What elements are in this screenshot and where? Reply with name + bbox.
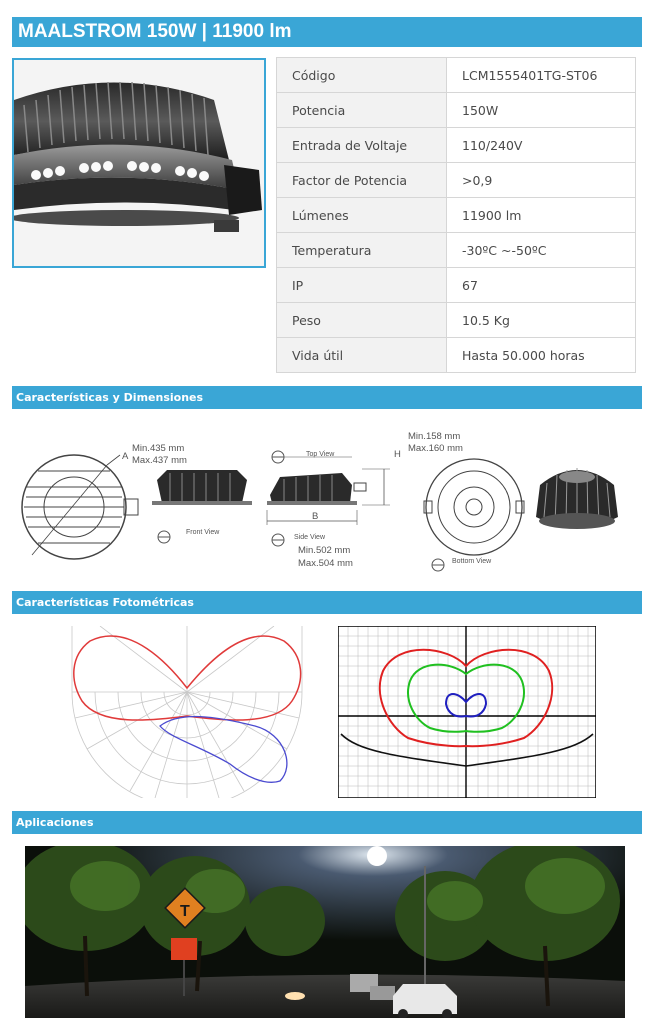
road-sign-letter: T bbox=[180, 903, 190, 920]
length-min: Min.502 mm bbox=[298, 545, 351, 556]
spec-label: Vida útil bbox=[277, 338, 447, 373]
table-row bbox=[277, 163, 636, 198]
dim-label-a: A bbox=[122, 451, 129, 462]
spec-value: 11900 lm bbox=[447, 198, 636, 233]
bottom-view-drawing bbox=[424, 459, 524, 571]
spec-value: 150W bbox=[447, 93, 636, 128]
spec-label: Factor de Potencia bbox=[277, 163, 447, 198]
height-max: Max.160 mm bbox=[408, 443, 463, 454]
side-view-drawing bbox=[267, 451, 390, 546]
dim-label-h: H bbox=[394, 449, 401, 460]
page-title: MAALSTROM 150W | 11900 lm bbox=[12, 17, 642, 47]
side-view-label: Side View bbox=[294, 534, 326, 541]
dim-label-b: B bbox=[312, 511, 319, 522]
spec-label: Entrada de Voltaje bbox=[277, 128, 447, 163]
table-row bbox=[277, 303, 636, 338]
diameter-min: Min.435 mm bbox=[132, 443, 185, 454]
spec-label: Lúmenes bbox=[277, 198, 447, 233]
table-row bbox=[277, 93, 636, 128]
spec-label: Temperatura bbox=[277, 233, 447, 268]
product-photo bbox=[12, 58, 266, 268]
round-view-drawing bbox=[22, 455, 138, 559]
table-row bbox=[277, 338, 636, 373]
table-row bbox=[277, 233, 636, 268]
height-min: Min.158 mm bbox=[408, 431, 461, 442]
front-view-label: Front View bbox=[186, 529, 220, 536]
table-row bbox=[277, 198, 636, 233]
specs-table bbox=[276, 57, 636, 373]
diameter-max: Max.437 mm bbox=[132, 455, 187, 466]
spec-label: Potencia bbox=[277, 93, 447, 128]
spec-value: >0,9 bbox=[447, 163, 636, 198]
spec-label: Código bbox=[277, 58, 447, 93]
spec-value: 10.5 Kg bbox=[447, 303, 636, 338]
bottom-view-label: Bottom View bbox=[452, 558, 492, 565]
polar-diagram bbox=[60, 626, 314, 798]
isolux-diagram bbox=[338, 626, 596, 798]
table-row bbox=[277, 268, 636, 303]
spec-value: Hasta 50.000 horas bbox=[447, 338, 636, 373]
street-night-photo bbox=[25, 846, 625, 1018]
spec-label: IP bbox=[277, 268, 447, 303]
spec-value: 67 bbox=[447, 268, 636, 303]
spec-value: -30ºC ~-50ºC bbox=[447, 233, 636, 268]
dimensions-drawing bbox=[12, 425, 642, 580]
table-row bbox=[277, 128, 636, 163]
table-row bbox=[277, 58, 636, 93]
section-header-dimensions: Características y Dimensiones bbox=[12, 386, 642, 409]
spec-label: Peso bbox=[277, 303, 447, 338]
spec-value: LCM1555401TG-ST06 bbox=[447, 58, 636, 93]
spec-value: 110/240V bbox=[447, 128, 636, 163]
section-header-applications: Aplicaciones bbox=[12, 811, 642, 834]
top-view-label: Top View bbox=[306, 451, 335, 458]
length-max: Max.504 mm bbox=[298, 558, 353, 569]
section-header-photometric: Características Fotométricas bbox=[12, 591, 642, 614]
product-render bbox=[536, 468, 618, 529]
